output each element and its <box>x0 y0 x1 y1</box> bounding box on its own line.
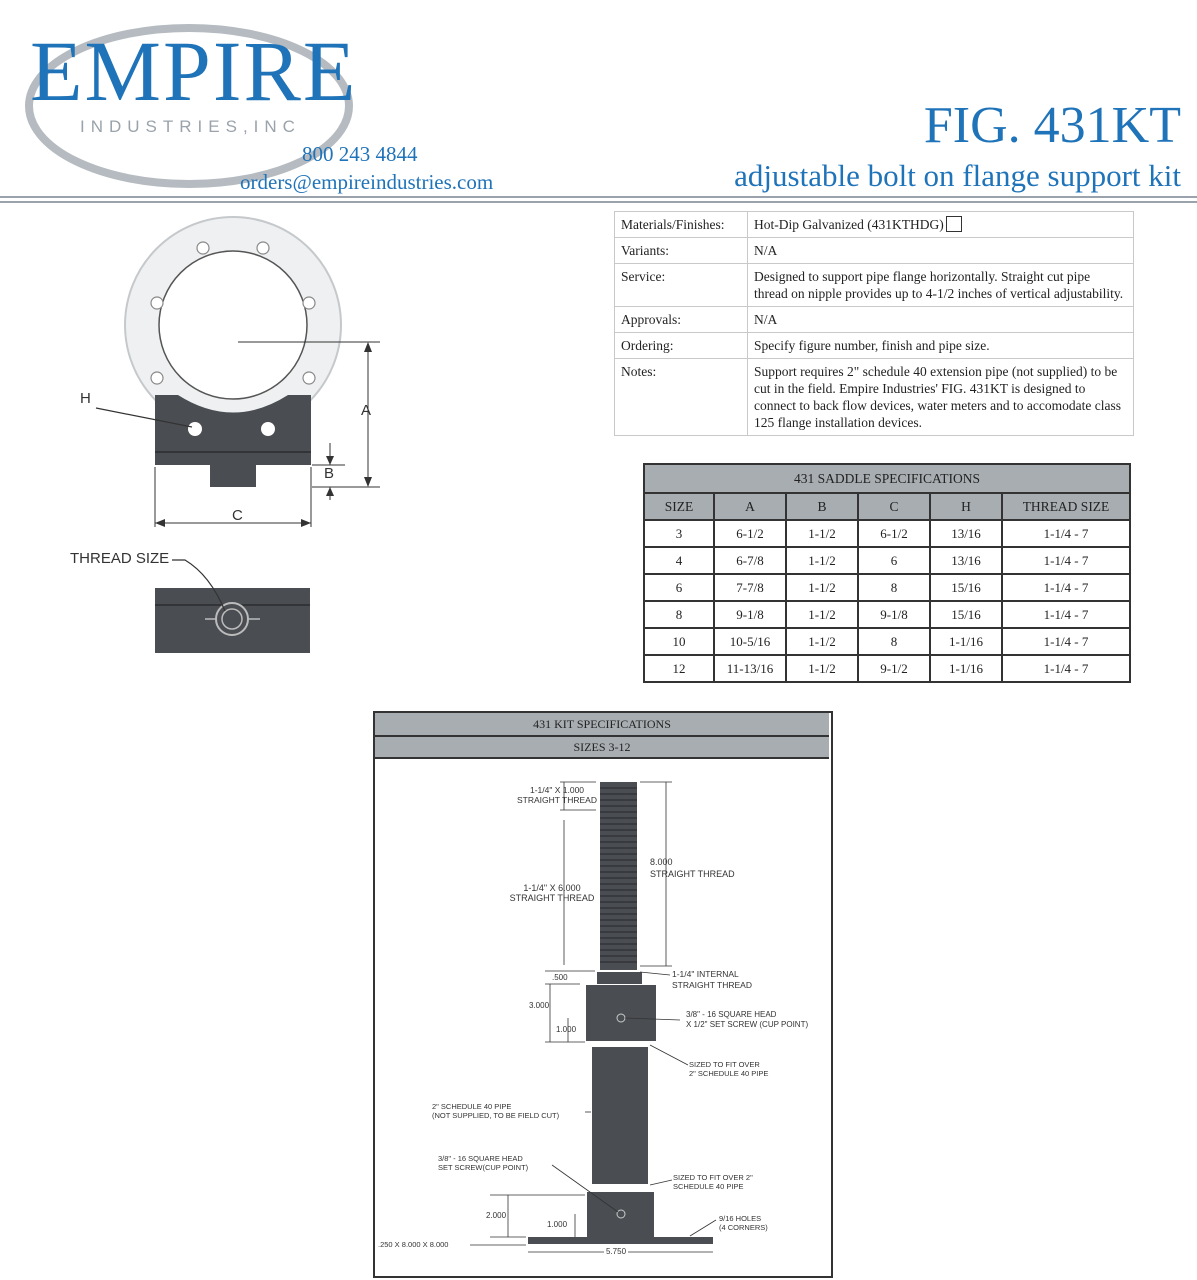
label-b: B <box>324 465 335 482</box>
saddle-table-caption: 431 SADDLE SPECIFICATIONS <box>644 464 1130 493</box>
table-cell: 1-1/2 <box>786 628 858 655</box>
label-c: C <box>232 507 243 524</box>
figure-title: FIG. 431KT <box>923 97 1181 154</box>
info-label: Variants: <box>615 238 748 264</box>
saddle-hole <box>188 422 202 436</box>
label-thread-size: THREAD SIZE <box>70 550 170 567</box>
table-cell: 1-1/2 <box>786 547 858 574</box>
table-cell: 7-7/8 <box>714 574 786 601</box>
threaded-rod <box>600 782 637 970</box>
table-cell: 10-5/16 <box>714 628 786 655</box>
info-row-ordering <box>615 333 1134 359</box>
col-header: A <box>714 493 786 520</box>
info-row-approvals <box>615 307 1134 333</box>
dim-label: 2.000 <box>486 1211 507 1220</box>
lower-coupling <box>587 1192 654 1237</box>
table-cell: 1-1/4 - 7 <box>1002 574 1130 601</box>
col-header: C <box>858 493 930 520</box>
info-row-notes <box>615 359 1134 436</box>
table-cell: 9-1/2 <box>858 655 930 682</box>
table-row <box>644 628 1130 655</box>
dim-label: 3.000 <box>529 1001 550 1010</box>
table-cell: 1-1/16 <box>930 655 1002 682</box>
table-row <box>644 520 1130 547</box>
info-row-materials <box>615 212 1134 238</box>
table-cell: 6 <box>644 574 714 601</box>
table-cell: 1-1/4 - 7 <box>1002 601 1130 628</box>
table-cell: 9-1/8 <box>858 601 930 628</box>
dim-label: 3/8" - 16 SQUARE HEAD SET SCREW(CUP POINT) <box>438 1154 529 1172</box>
saddle-drawing <box>60 215 400 665</box>
info-label: Materials/Finishes: <box>615 212 748 238</box>
table-cell: 1-1/16 <box>930 628 1002 655</box>
brand-subtitle: INDUSTRIES,INC <box>80 117 301 136</box>
table-cell: 13/16 <box>930 547 1002 574</box>
table-cell: 1-1/2 <box>786 601 858 628</box>
table-cell: 6-1/2 <box>714 520 786 547</box>
dim-label: 1.000 <box>547 1220 568 1229</box>
kit-spec-title: 431 KIT SPECIFICATIONS <box>375 713 829 737</box>
table-row <box>644 574 1130 601</box>
info-value: Hot-Dip Galvanized (431KTHDG) <box>748 212 1134 238</box>
table-cell: 8 <box>858 574 930 601</box>
dim-label: SIZED TO FIT OVER 2" SCHEDULE 40 PIPE <box>689 1060 769 1078</box>
col-header: B <box>786 493 858 520</box>
info-row-variants <box>615 238 1134 264</box>
table-cell: 9-1/8 <box>714 601 786 628</box>
product-info-table <box>614 211 1134 436</box>
dim-label: 2" SCHEDULE 40 PIPE (NOT SUPPLIED, TO BE FIELD CUT) <box>432 1102 560 1120</box>
saddle-body <box>155 420 311 465</box>
info-label: Notes: <box>615 359 748 436</box>
table-cell: 6 <box>858 547 930 574</box>
table-cell: 1-1/4 - 7 <box>1002 547 1130 574</box>
table-cell: 6-7/8 <box>714 547 786 574</box>
table-cell: 15/16 <box>930 601 1002 628</box>
upper-coupling <box>586 985 656 1041</box>
table-cell: 6-1/2 <box>858 520 930 547</box>
table-cell: 1-1/2 <box>786 655 858 682</box>
table-cell: 1-1/4 - 7 <box>1002 655 1130 682</box>
table-cell: 1-1/2 <box>786 520 858 547</box>
col-header: THREAD SIZE <box>1002 493 1130 520</box>
table-cell: 15/16 <box>930 574 1002 601</box>
info-value: Specify figure number, finish and pipe size. <box>748 333 1134 359</box>
extension-pipe <box>592 1047 648 1184</box>
table-cell: 3 <box>644 520 714 547</box>
dim-label: 9/16 HOLES (4 CORNERS) <box>719 1214 768 1232</box>
table-cell: 10 <box>644 628 714 655</box>
dim-label: .250 X 8.000 X 8.000 <box>378 1240 449 1249</box>
label-a: A <box>361 402 372 419</box>
table-row <box>644 655 1130 682</box>
table-cell: 4 <box>644 547 714 574</box>
info-value: N/A <box>748 238 1134 264</box>
finish-checkbox[interactable] <box>946 216 962 232</box>
info-label: Ordering: <box>615 333 748 359</box>
dim-label: 1.000 <box>556 1025 577 1034</box>
saddle-hole <box>261 422 275 436</box>
saddle-boss <box>210 465 256 487</box>
header-divider <box>0 201 1197 203</box>
dim-label: .500 <box>552 973 568 982</box>
dim-label: SIZED TO FIT OVER 2" SCHEDULE 40 PIPE <box>673 1173 753 1191</box>
brand-logo-text: EMPIRE <box>30 23 358 119</box>
table-cell: 13/16 <box>930 520 1002 547</box>
dim-label: 1-1/4" X 6.000 STRAIGHT THREAD <box>509 883 595 903</box>
table-row <box>644 601 1130 628</box>
info-value: Support requires 2" schedule 40 extension pipe (not supplied) to be cut in the field. Empire Industries' FIG. 431KT is designed to connect to back flow devices, water meters and to accomodate class 125 flange installation devices. <box>748 359 1134 436</box>
info-label: Service: <box>615 264 748 307</box>
flange-bore <box>159 251 307 399</box>
info-value: N/A <box>748 307 1134 333</box>
table-cell: 8 <box>858 628 930 655</box>
kit-spec-subtitle: SIZES 3-12 <box>375 737 829 759</box>
header-divider <box>0 196 1197 198</box>
base-plate <box>528 1237 713 1244</box>
table-cell: 1-1/2 <box>786 574 858 601</box>
table-cell: 1-1/4 - 7 <box>1002 520 1130 547</box>
figure-subtitle: adjustable bolt on flange support kit <box>734 158 1181 193</box>
table-cell: 11-13/16 <box>714 655 786 682</box>
dim-label: 1-1/4" INTERNAL STRAIGHT THREAD <box>672 969 752 990</box>
dim-label: 5.750 <box>606 1247 627 1256</box>
table-cell: 8 <box>644 601 714 628</box>
dim-label: 3/8" - 16 SQUARE HEAD X 1/2" SET SCREW (CUP POINT) <box>686 1010 809 1029</box>
phone-number[interactable]: 800 243 4844 <box>302 142 418 166</box>
info-row-service <box>615 264 1134 307</box>
table-cell: 1-1/4 - 7 <box>1002 628 1130 655</box>
saddle-spec-table <box>643 463 1131 683</box>
label-h: H <box>80 390 91 407</box>
info-label: Approvals: <box>615 307 748 333</box>
dim-label: 8.000 STRAIGHT THREAD <box>650 857 735 879</box>
table-cell: 12 <box>644 655 714 682</box>
col-header: SIZE <box>644 493 714 520</box>
saddle-table-header <box>644 493 1130 520</box>
info-value: Designed to support pipe flange horizontally. Straight cut pipe thread on nipple provides up to 4-1/2 inches of vertical adjustability. <box>748 264 1134 307</box>
table-row <box>644 547 1130 574</box>
dim-label: 1-1/4" X 1.000 STRAIGHT THREAD <box>517 785 597 805</box>
col-header: H <box>930 493 1002 520</box>
email-link[interactable]: orders@empireindustries.com <box>240 170 494 194</box>
